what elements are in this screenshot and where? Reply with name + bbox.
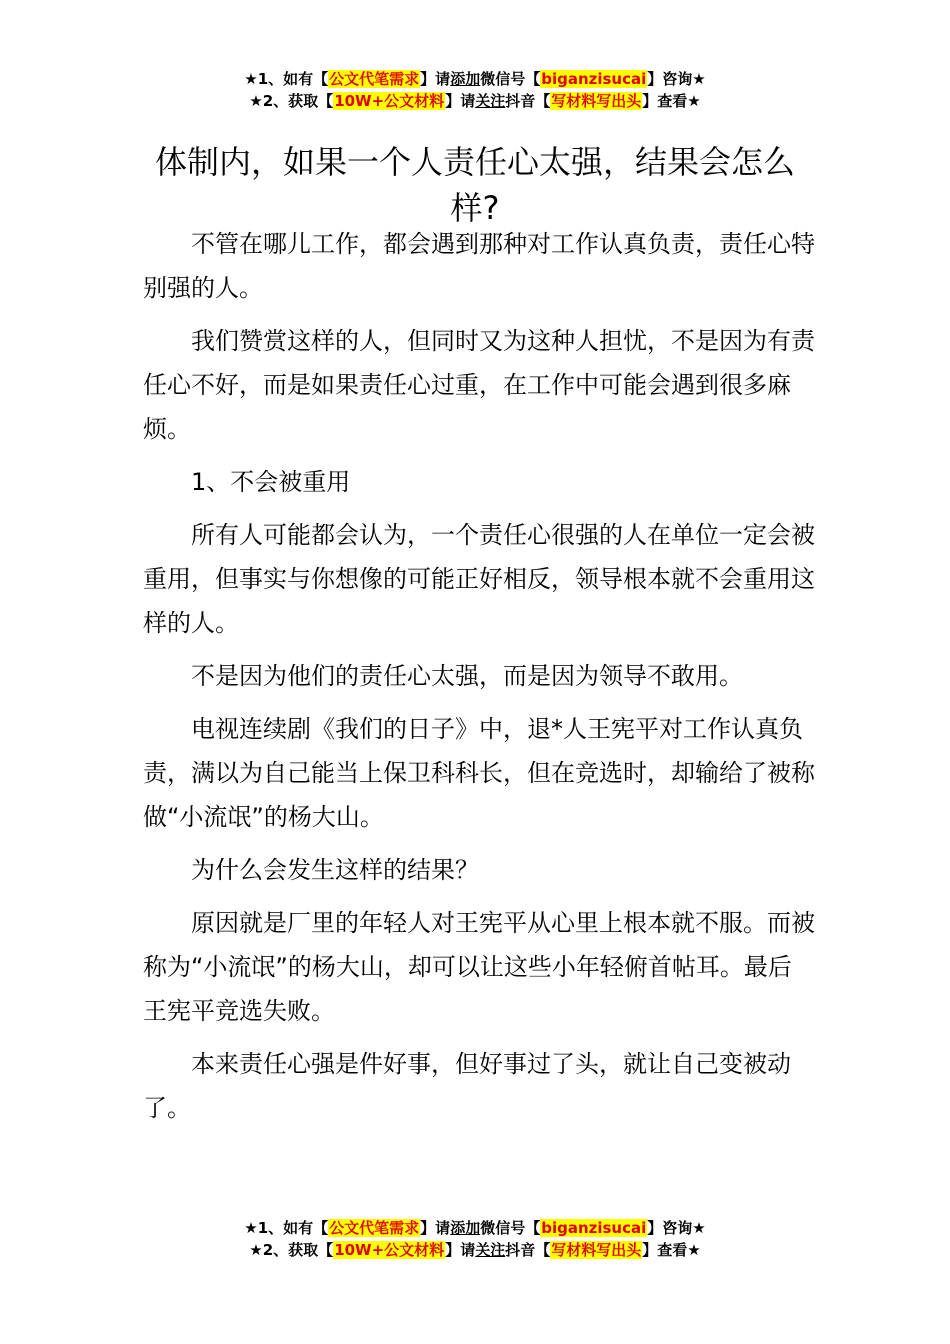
banner-text: 抖音【 bbox=[505, 92, 551, 110]
banner-underlined: 添加 bbox=[450, 70, 481, 88]
banner-text: 】请 bbox=[445, 1241, 476, 1259]
paragraph: 为什么会发生这样的结果？ bbox=[191, 856, 479, 884]
banner-highlight-service: 公文代笔需求 bbox=[329, 1219, 420, 1237]
banner-underlined: 关注 bbox=[475, 1241, 506, 1259]
banner-text: ★2、获取【 bbox=[249, 1241, 334, 1259]
section-heading: 1、不会被重用 bbox=[191, 468, 351, 496]
banner-underlined: 添加 bbox=[450, 1219, 481, 1237]
banner-highlight-wechat: biganzisucai bbox=[541, 70, 647, 88]
header-banner bbox=[0, 68, 950, 112]
paragraph: 电视连续剧《我们的日子》中，退*人王宪平对工作认真负责，满以为自己能当上保卫科科长，但在竞选时，却输给了被称做“小流氓”的杨大山。 bbox=[143, 715, 815, 831]
banner-text: 】请 bbox=[420, 1219, 451, 1237]
banner-text: 抖音【 bbox=[505, 1241, 551, 1259]
article-title: 体制内，如果一个人责任心太强，结果会怎么样? bbox=[154, 143, 795, 228]
banner-line-2 bbox=[0, 1239, 950, 1261]
banner-text: 微信号【 bbox=[480, 70, 541, 88]
banner-text: 】请 bbox=[445, 92, 476, 110]
banner-highlight-materials: 10W+公文材料 bbox=[334, 1241, 445, 1259]
banner-text: 微信号【 bbox=[480, 1219, 541, 1237]
banner-text: ★1、如有【 bbox=[244, 1219, 329, 1237]
footer-banner bbox=[0, 1217, 950, 1261]
banner-line-2 bbox=[0, 90, 950, 112]
banner-highlight-service: 公文代笔需求 bbox=[329, 70, 420, 88]
banner-text: ★2、获取【 bbox=[249, 92, 334, 110]
banner-highlight-materials: 10W+公文材料 bbox=[334, 92, 445, 110]
paragraph: 不管在哪儿工作，都会遇到那种对工作认真负责，责任心特别强的人。 bbox=[143, 230, 815, 302]
banner-line-1 bbox=[0, 1217, 950, 1239]
banner-line-1 bbox=[0, 68, 950, 90]
banner-text: 】查看★ bbox=[642, 1241, 701, 1259]
banner-text: 】咨询★ bbox=[647, 1219, 706, 1237]
paragraph: 本来责任心强是件好事，但好事过了头，就让自己变被动了。 bbox=[143, 1050, 791, 1122]
banner-highlight-douyin: 写材料写出头 bbox=[551, 92, 642, 110]
banner-highlight-douyin: 写材料写出头 bbox=[551, 1241, 642, 1259]
paragraph: 原因就是厂里的年轻人对王宪平从心里上根本就不服。而被称为“小流氓”的杨大山，却可以让这些小年轻俯首帖耳。最后王宪平竞选失败。 bbox=[143, 909, 815, 1025]
banner-highlight-wechat: biganzisucai bbox=[541, 1219, 647, 1237]
banner-text: ★1、如有【 bbox=[244, 70, 329, 88]
banner-underlined: 关注 bbox=[475, 92, 506, 110]
paragraph: 不是因为他们的责任心太强，而是因为领导不敢用。 bbox=[191, 662, 743, 690]
article-body bbox=[143, 222, 815, 1139]
banner-text: 】查看★ bbox=[642, 92, 701, 110]
paragraph: 所有人可能都会认为，一个责任心很强的人在单位一定会被重用，但事实与你想像的可能正好相反，领导根本就不会重用这样的人。 bbox=[143, 521, 815, 637]
paragraph: 我们赞赏这样的人，但同时又为这种人担忧，不是因为有责任心不好，而是如果责任心过重，在工作中可能会遇到很多麻烦。 bbox=[143, 327, 815, 443]
banner-text: 】请 bbox=[420, 70, 451, 88]
banner-text: 】咨询★ bbox=[647, 70, 706, 88]
